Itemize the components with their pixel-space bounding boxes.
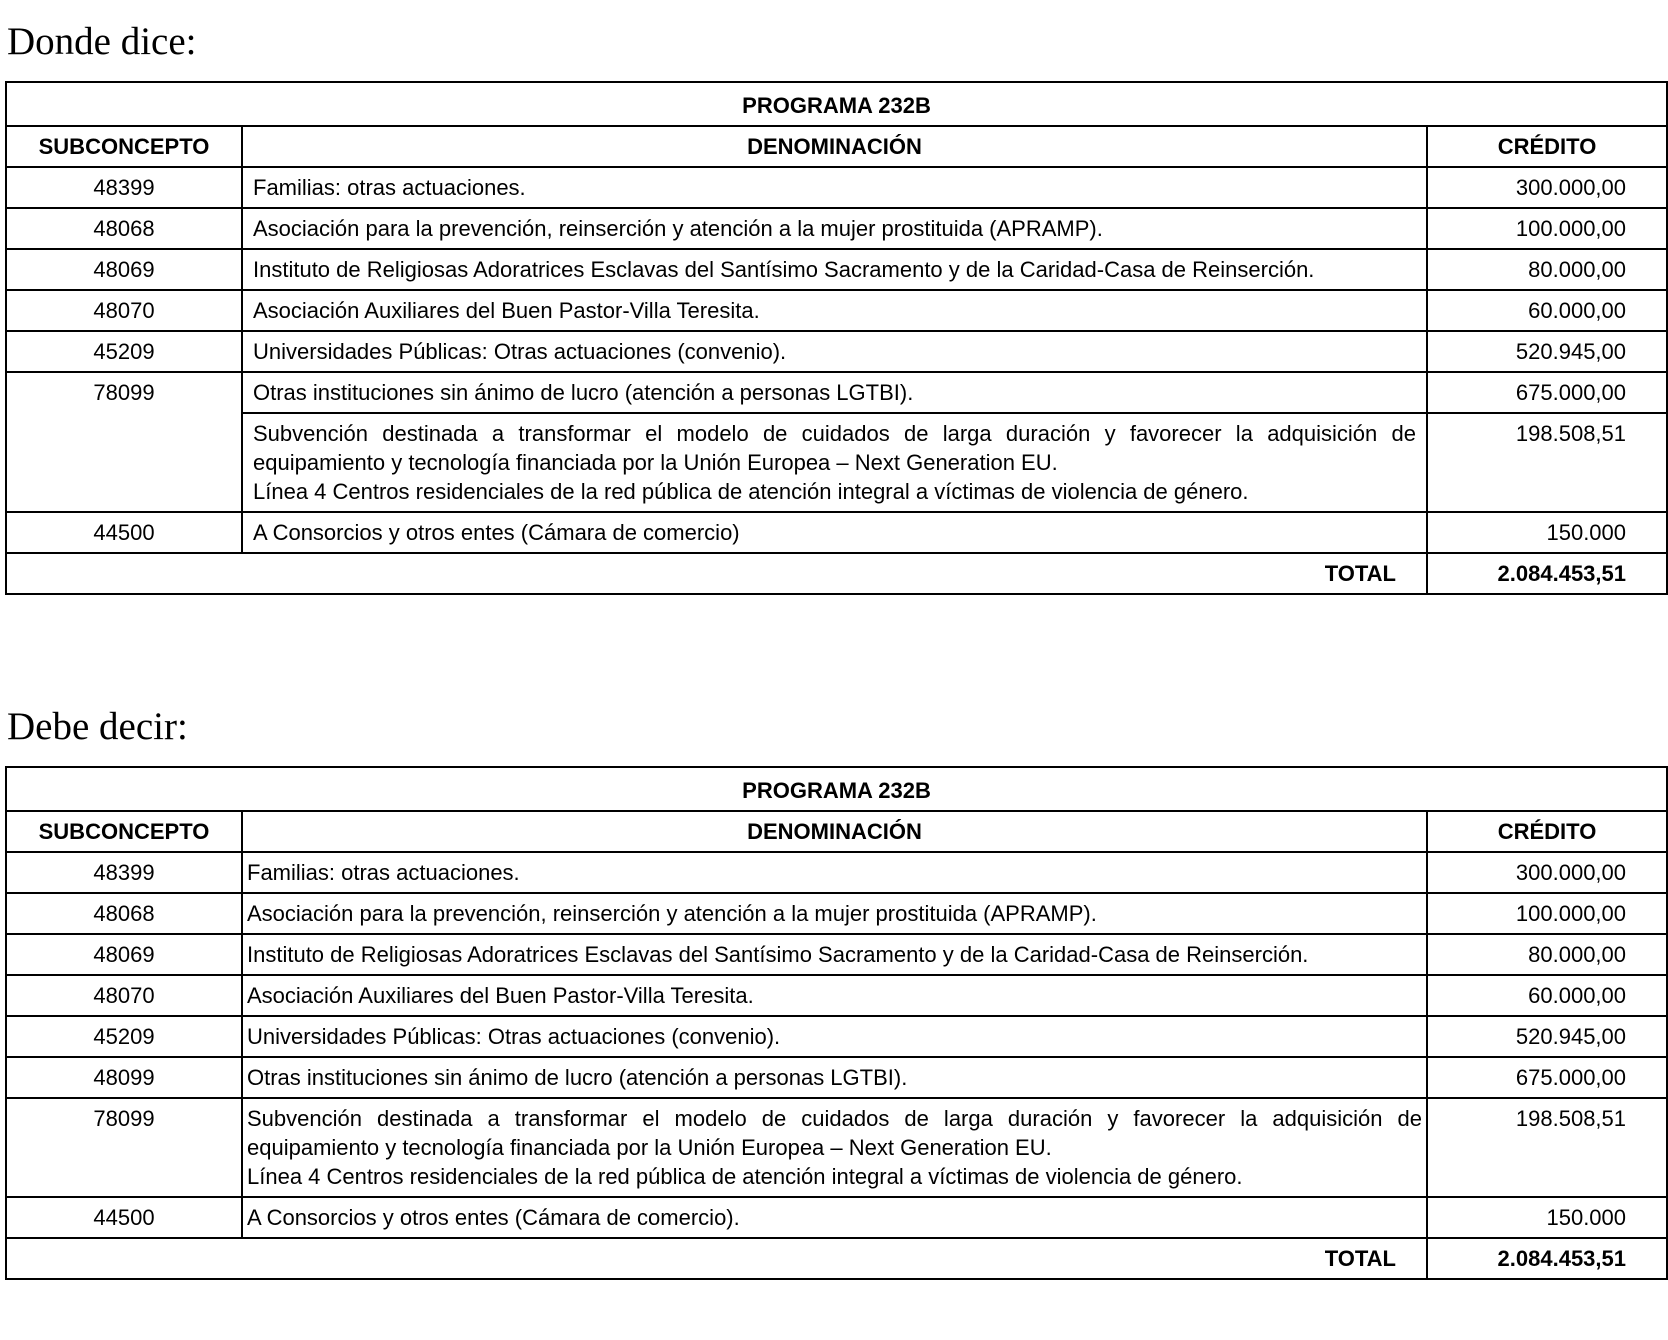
- table-row: [6, 975, 1667, 1016]
- row-amount: 675.000,00: [1427, 372, 1667, 413]
- row-amount: 60.000,00: [1427, 290, 1667, 331]
- row-description: Instituto de Religiosas Adoratrices Esclavas del Santísimo Sacramento y de la Caridad-Casa de Reinserción.: [242, 249, 1427, 290]
- row-description: Familias: otras actuaciones.: [242, 167, 1427, 208]
- row-description-line2: Línea 4 Centros residenciales de la red pública de atención integral a víctimas de violencia de género.: [253, 479, 1249, 504]
- row-description: Asociación para la prevención, reinserción y atención a la mujer prostituida (APRAMP).: [242, 893, 1427, 934]
- column-header-row: [6, 126, 1667, 167]
- row-description: Subvención destinada a transformar el modelo de cuidados de larga duración y favorecer la adquisición de equipamiento y tecnología financiada por la Unión Europea – Next Generation EU.: [253, 421, 1416, 475]
- row-amount: 100.000,00: [1427, 208, 1667, 249]
- row-description: Instituto de Religiosas Adoratrices Esclavas del Santísimo Sacramento y de la Caridad-Casa de Reinserción.: [242, 934, 1427, 975]
- row-amount: 60.000,00: [1427, 975, 1667, 1016]
- column-header-credito: CRÉDITO: [1427, 811, 1667, 852]
- table-row: [6, 413, 1667, 512]
- row-amount: 520.945,00: [1427, 331, 1667, 372]
- table-row: [6, 1016, 1667, 1057]
- table-row: [6, 893, 1667, 934]
- table-row: [6, 934, 1667, 975]
- total-row: [6, 553, 1667, 594]
- row-amount: 198.508,51: [1427, 413, 1667, 512]
- total-amount: 2.084.453,51: [1427, 1238, 1667, 1279]
- row-description: Otras instituciones sin ánimo de lucro (atención a personas LGTBI).: [242, 1057, 1427, 1098]
- program-title: PROGRAMA 232B: [6, 82, 1667, 126]
- total-label: TOTAL: [6, 1238, 1427, 1279]
- table-row: [6, 249, 1667, 290]
- row-description: Subvención destinada a transformar el modelo de cuidados de larga duración y favorecer la adquisición de equipamiento y tecnología financiada por la Unión Europea – Next Generation EU.: [247, 1106, 1422, 1160]
- table-row: [6, 208, 1667, 249]
- column-header-credito: CRÉDITO: [1427, 126, 1667, 167]
- section-heading-after: Debe decir:: [7, 705, 188, 748]
- row-code: 78099: [6, 1098, 242, 1197]
- row-description: A Consorcios y otros entes (Cámara de comercio): [242, 512, 1427, 553]
- row-amount: 300.000,00: [1427, 852, 1667, 893]
- row-description: Asociación Auxiliares del Buen Pastor-Villa Teresita.: [242, 290, 1427, 331]
- column-header-denominacion: DENOMINACIÓN: [242, 811, 1427, 852]
- table-row: [6, 1098, 1667, 1197]
- table-row: [6, 167, 1667, 208]
- row-amount: 520.945,00: [1427, 1016, 1667, 1057]
- table-row: [6, 512, 1667, 553]
- column-header-subconcepto: SUBCONCEPTO: [6, 811, 242, 852]
- row-code: 48069: [6, 249, 242, 290]
- table-row: [6, 372, 1667, 413]
- row-code: 48068: [6, 208, 242, 249]
- row-amount: 80.000,00: [1427, 249, 1667, 290]
- row-amount: 150.000: [1427, 1197, 1667, 1238]
- total-amount: 2.084.453,51: [1427, 553, 1667, 594]
- column-header-row: [6, 811, 1667, 852]
- row-description: A Consorcios y otros entes (Cámara de comercio).: [242, 1197, 1427, 1238]
- row-amount: 198.508,51: [1427, 1098, 1667, 1197]
- row-amount: 100.000,00: [1427, 893, 1667, 934]
- row-code: 48399: [6, 852, 242, 893]
- row-description: Asociación Auxiliares del Buen Pastor-Villa Teresita.: [242, 975, 1427, 1016]
- row-description: Universidades Públicas: Otras actuaciones (convenio).: [242, 331, 1427, 372]
- row-amount: 150.000: [1427, 512, 1667, 553]
- budget-table-before: [5, 81, 1668, 595]
- row-code: 48069: [6, 934, 242, 975]
- table-row: [6, 290, 1667, 331]
- table-row: [6, 331, 1667, 372]
- total-row: [6, 1238, 1667, 1279]
- budget-table-after: [5, 766, 1668, 1280]
- row-description-multiline: [242, 1098, 1427, 1197]
- row-description-line2: Línea 4 Centros residenciales de la red pública de atención integral a víctimas de violencia de género.: [247, 1164, 1243, 1189]
- total-label: TOTAL: [6, 553, 1427, 594]
- column-header-subconcepto: SUBCONCEPTO: [6, 126, 242, 167]
- program-header-row: [6, 767, 1667, 811]
- table-row: [6, 1057, 1667, 1098]
- row-amount: 300.000,00: [1427, 167, 1667, 208]
- row-code: 78099: [6, 372, 242, 512]
- row-code: 44500: [6, 1197, 242, 1238]
- row-description: Familias: otras actuaciones.: [242, 852, 1427, 893]
- row-code: 48070: [6, 975, 242, 1016]
- row-code: 48070: [6, 290, 242, 331]
- row-code: 45209: [6, 1016, 242, 1057]
- row-code: 48399: [6, 167, 242, 208]
- row-description-multiline: [242, 413, 1427, 512]
- row-code: 48099: [6, 1057, 242, 1098]
- table-row: [6, 1197, 1667, 1238]
- program-title: PROGRAMA 232B: [6, 767, 1667, 811]
- program-header-row: [6, 82, 1667, 126]
- table-row: [6, 852, 1667, 893]
- row-code: 45209: [6, 331, 242, 372]
- row-code: 44500: [6, 512, 242, 553]
- row-description: Universidades Públicas: Otras actuaciones (convenio).: [242, 1016, 1427, 1057]
- row-amount: 675.000,00: [1427, 1057, 1667, 1098]
- column-header-denominacion: DENOMINACIÓN: [242, 126, 1427, 167]
- section-heading-before: Donde dice:: [7, 20, 197, 63]
- row-description: Asociación para la prevención, reinserción y atención a la mujer prostituida (APRAMP).: [242, 208, 1427, 249]
- row-code: 48068: [6, 893, 242, 934]
- row-amount: 80.000,00: [1427, 934, 1667, 975]
- row-description: Otras instituciones sin ánimo de lucro (atención a personas LGTBI).: [242, 372, 1427, 413]
